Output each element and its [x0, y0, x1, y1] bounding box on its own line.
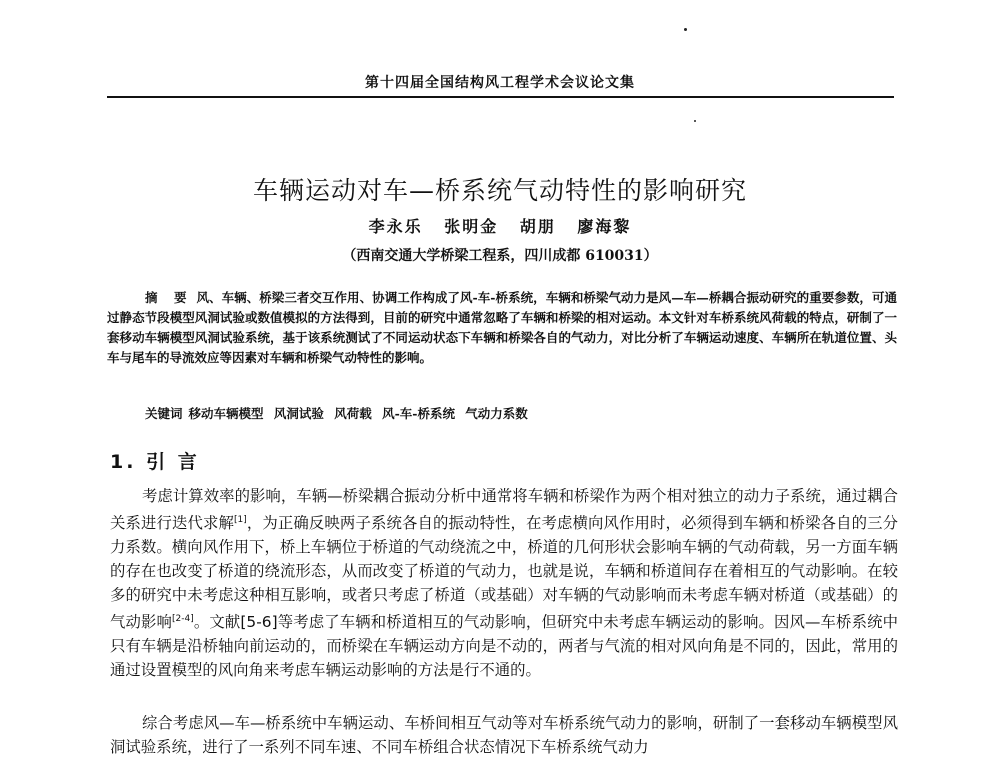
body-paragraph: 综合考虑风—车—桥系统中车辆运动、车桥间相互气动等对车桥系统气动力的影响，研制了一套移动车辆模型风洞试验系统，进行了一系列不同车速、不同车桥组合状态情况下车桥系统气动力 [110, 714, 898, 756]
abstract-text: 风、车辆、桥梁三者交互作用、协调工作构成了风-车-桥系统，车辆和桥梁气动力是风—车—桥耦合振动研究的重要参数，可通过静态节段模型风洞试验或数值模拟的方法得到，目前的研究中通常忽略了车辆和桥梁的相对运动。本文针对车桥系统风荷载的特点，研制了一套移动车辆模型风洞试验系统，基于该系统测试了不同运动状态下车辆和桥梁各自的气动力，对比分析了车辆运动速度、车辆所在轨道位置、头车与尾车的导流效应等因素对车辆和桥梁气动特性的影响。 [107, 290, 897, 365]
scan-speck [684, 28, 687, 31]
section-title: 引 言 [146, 451, 200, 473]
running-head: 第十四届全国结构风工程学术会议论文集 [365, 75, 635, 91]
abstract-label: 摘 要 [145, 290, 193, 305]
citation-ref: [1] [234, 515, 247, 525]
citation-ref: [2-4] [172, 614, 194, 625]
paper-title: 车辆运动对车—桥系统气动特性的影响研究 [252, 176, 747, 205]
body-paragraph [110, 484, 898, 682]
affiliation: （西南交通大学桥梁工程系，四川成都 610031） [342, 248, 658, 264]
abstract [107, 288, 897, 368]
author-list: 李永乐 张明金 胡朋 廖海黎 [368, 217, 632, 236]
section-number: 1. [110, 451, 137, 473]
keywords-label: 关键词 [145, 406, 183, 421]
paragraph-text: 。文献[5-6]等考虑了车辆和桥道相互的气动影响，但研究中未考虑车辆运动的影响。因风—车桥系统中只有车辆是沿桥轴向前运动的，而桥梁在车辆运动方向是不动的，两者与气流的相对风向角是不同的，因此，常用的通过设置模型的风向角来考虑车辆运动影响的方法是行不通的。 [110, 613, 898, 680]
keywords-text: 移动车辆模型 风洞试验 风荷载 风-车-桥系统 气动力系数 [188, 406, 528, 421]
header-rule [107, 96, 894, 98]
scan-speck [694, 120, 696, 122]
section-heading [110, 447, 200, 474]
keywords [145, 404, 897, 424]
paragraph-text: ，为正确反映两子系统各自的振动特性，在考虑横向风作用时，必须得到车辆和桥梁各自的三分力系数。横向风作用下，桥上车辆位于桥道的气动绕流之中，桥道的几何形状会影响车辆的气动荷载，另一方面车辆的存在也改变了桥道的绕流形态，从而改变了桥道的气动力，也就是说，车辆和桥道间存在着相互的气动影响。在较多的研究中未考虑这种相互影响，或者只考虑了桥道（或基础）对车辆的气动影响而未考虑车辆对桥道（或基础）的气动影响 [110, 514, 898, 632]
paragraph-text: 考虑计算效率的影响，车辆—桥梁耦合振动分析中通常将车辆和桥梁作为两个相对独立的动力子系统，通过耦合关系进行迭代求解 [110, 487, 898, 533]
